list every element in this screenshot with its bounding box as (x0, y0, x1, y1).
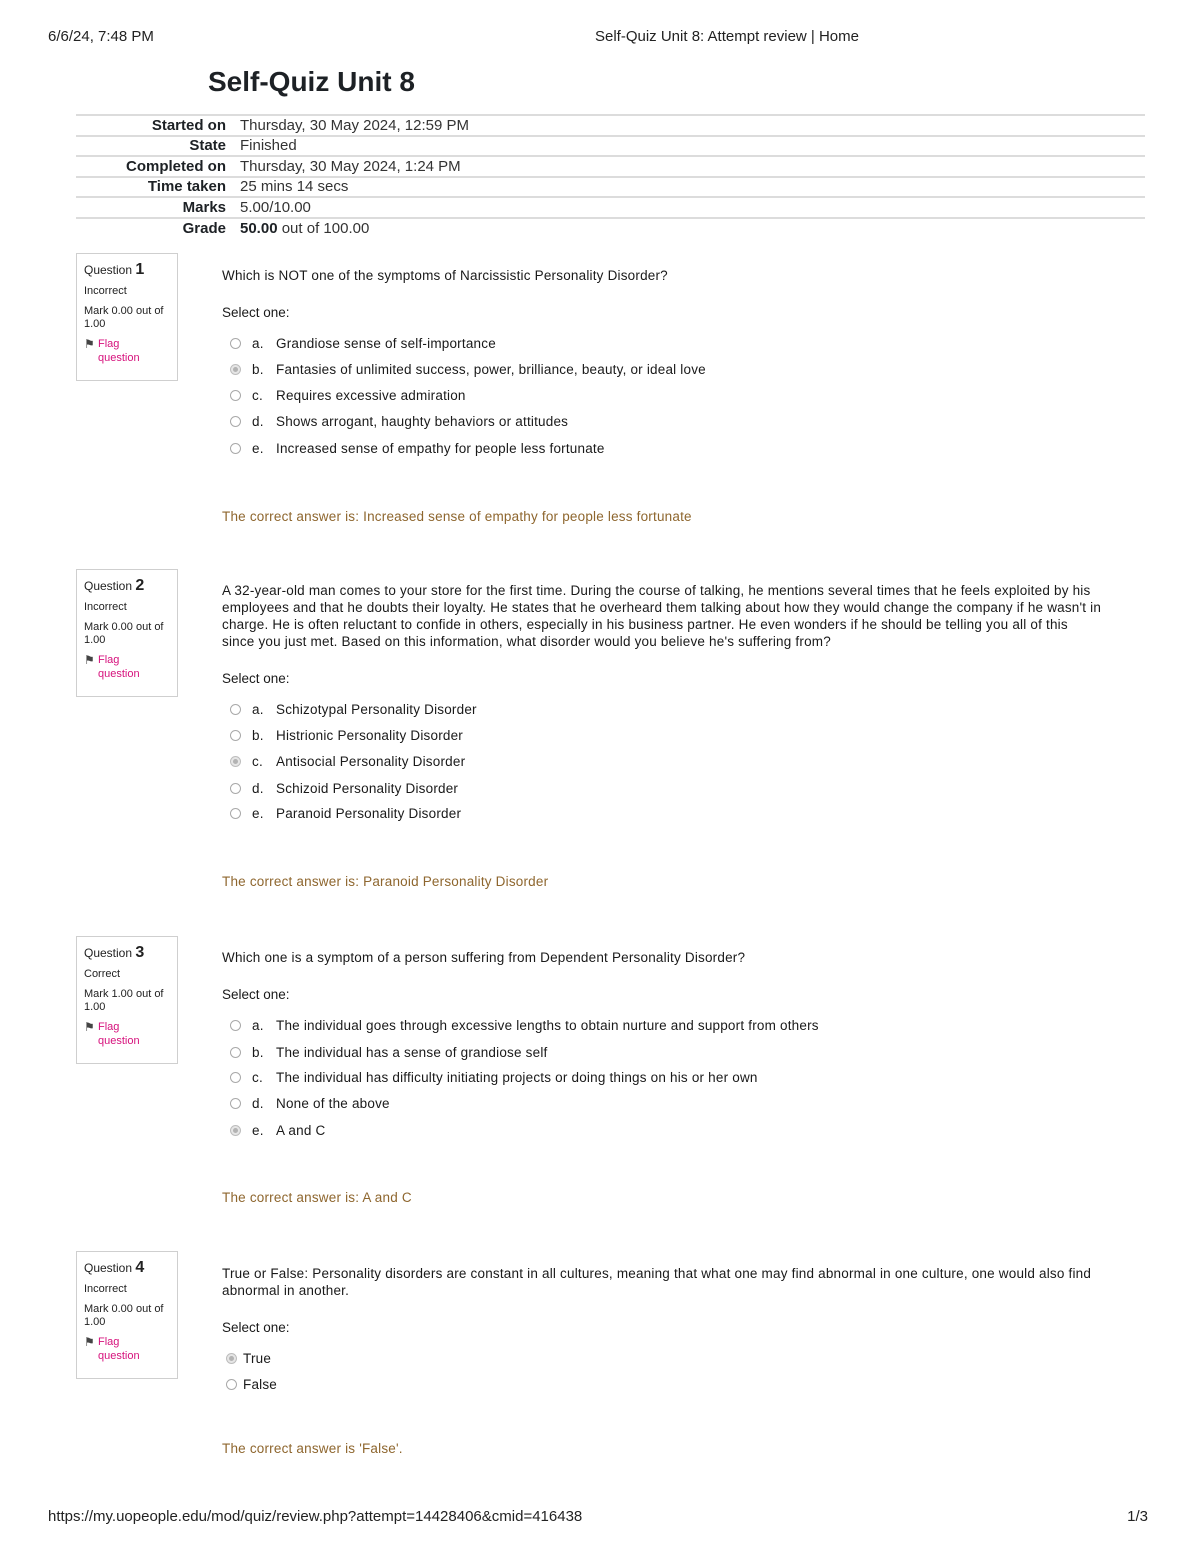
print-footer (48, 1508, 1148, 1528)
summary-label: Started on (151, 116, 226, 134)
answer-text: Schizotypal Personality Disorder (276, 701, 477, 717)
answer-text: The individual goes through excessive lengths to obtain nurture and support from others (276, 1017, 819, 1033)
answer-option-false[interactable] (226, 1374, 277, 1394)
answer-option[interactable]: b. Fantasies of unlimited success, power, brilliance, beauty, or ideal love (230, 359, 706, 379)
summary-value: Finished (240, 137, 297, 155)
answer-option[interactable]: c. Requires excessive admiration (230, 385, 466, 405)
flag-question-label: Flag question (98, 1336, 140, 1362)
answer-text: The individual has difficulty initiating projects or doing things on his or her own (276, 1069, 758, 1085)
correct-answer-feedback: The correct answer is: A and C (222, 1190, 412, 1205)
answer-text: True (243, 1350, 272, 1366)
answer-text: Antisocial Personality Disorder (276, 753, 466, 769)
print-url: https://my.uopeople.edu/mod/quiz/review.php?attempt=14428406&cmid=416438 (48, 1508, 583, 1525)
flag-question-link[interactable] (84, 1335, 177, 1363)
answer-option[interactable]: a. The individual goes through excessive lengths to obtain nurture and support from others (230, 1015, 819, 1035)
summary-value: 25 mins 14 secs (240, 178, 349, 196)
question-number: Question 1 (84, 261, 145, 278)
radio-button[interactable] (230, 704, 241, 715)
radio-button[interactable] (230, 1020, 241, 1031)
print-header (48, 28, 1148, 48)
summary-value: Thursday, 30 May 2024, 1:24 PM (240, 157, 461, 175)
radio-button[interactable] (230, 443, 241, 454)
question-state: Incorrect (84, 1283, 127, 1295)
question-grade: Mark 1.00 out of 1.00 (84, 988, 164, 1013)
radio-button[interactable] (230, 730, 241, 741)
print-datetime: 6/6/24, 7:48 PM (48, 28, 154, 45)
print-page-number: 1/3 (1127, 1508, 1148, 1525)
question-text: A 32-year-old man comes to your store for the first time. During the course of talking, he mentions several times that he feels exploited by his employees and that he doubts their loyalty. He states that he overheard them talking about how they would change the company if he wasn't in charge. He is often reluctant to confide in others, especially in his business partner. He even wonders if he should be telling you all of this since you just met. Based on this information, what disorder would you believe he's suffering from? (222, 583, 1102, 649)
question-grade: Mark 0.00 out of 1.00 (84, 305, 164, 330)
radio-button[interactable] (230, 390, 241, 401)
summary-value: 5.00/10.00 (240, 198, 311, 216)
answer-option[interactable]: a. Schizotypal Personality Disorder (230, 699, 477, 719)
summary-label: Grade (182, 219, 226, 237)
correct-answer-feedback: The correct answer is 'False'. (222, 1441, 403, 1456)
question-info-box (76, 1251, 178, 1379)
answer-text: Fantasies of unlimited success, power, brilliance, beauty, or ideal love (276, 361, 706, 377)
question-text: Which is NOT one of the symptoms of Narcissistic Personality Disorder? (222, 268, 668, 283)
flag-question-link[interactable] (84, 653, 177, 681)
flag-question-link[interactable] (84, 1020, 177, 1048)
question-state: Correct (84, 968, 121, 980)
flag-icon: ⚑ (84, 653, 95, 667)
answer-option[interactable]: b. Histrionic Personality Disorder (230, 725, 463, 745)
summary-row-time-taken (76, 177, 1145, 198)
answer-text: Paranoid Personality Disorder (276, 805, 462, 821)
answer-text: Increased sense of empathy for people less fortunate (276, 440, 605, 456)
question-number: Question 3 (84, 944, 145, 961)
flag-icon: ⚑ (84, 1020, 95, 1034)
summary-label: State (189, 137, 226, 155)
summary-row-completed (76, 156, 1145, 177)
question-info-box (76, 253, 178, 381)
question-number: Question 2 (84, 577, 145, 594)
question-text: Which one is a symptom of a person suffering from Dependent Personality Disorder? (222, 950, 746, 965)
attempt-summary-table (76, 114, 1145, 238)
flag-question-link[interactable] (84, 337, 177, 365)
answer-option[interactable]: e. A and C (230, 1120, 325, 1140)
grade-total: out of 100.00 (277, 219, 370, 237)
flag-icon: ⚑ (84, 1335, 95, 1349)
select-one-label: Select one: (222, 987, 290, 1002)
flag-icon: ⚑ (84, 337, 95, 351)
summary-row-grade (76, 218, 1145, 239)
correct-answer-feedback: The correct answer is: Paranoid Personality Disorder (222, 874, 549, 889)
question-info-box (76, 569, 178, 697)
answer-option[interactable]: c. Antisocial Personality Disorder (230, 751, 465, 771)
radio-button-selected[interactable] (230, 756, 241, 767)
select-one-label: Select one: (222, 1320, 290, 1335)
answer-text: A and C (276, 1122, 326, 1138)
print-page-title: Self-Quiz Unit 8: Attempt review | Home (595, 28, 859, 45)
select-one-label: Select one: (222, 671, 290, 686)
answer-text: None of the above (276, 1095, 390, 1111)
answer-text: Grandiose sense of self-importance (276, 335, 496, 351)
summary-label: Completed on (126, 157, 226, 175)
answer-text: Requires excessive admiration (276, 387, 466, 403)
answer-option[interactable]: e. Increased sense of empathy for people less fortunate (230, 438, 605, 458)
answer-text: The individual has a sense of grandiose self (276, 1044, 548, 1060)
radio-button-selected[interactable] (230, 1125, 241, 1136)
select-one-label: Select one: (222, 305, 290, 320)
radio-button[interactable] (230, 1047, 241, 1058)
answer-option[interactable]: d. Schizoid Personality Disorder (230, 778, 458, 798)
flag-question-label: Flag question (98, 338, 140, 364)
answer-option[interactable]: d. Shows arrogant, haughty behaviors or attitudes (230, 411, 568, 431)
answer-text: Schizoid Personality Disorder (276, 780, 459, 796)
radio-button[interactable] (230, 808, 241, 819)
radio-button[interactable] (230, 1098, 241, 1109)
flag-question-label: Flag question (98, 1021, 140, 1047)
answer-option[interactable]: c. The individual has difficulty initiating projects or doing things on his or her own (230, 1067, 758, 1087)
answer-option[interactable]: d. None of the above (230, 1093, 390, 1113)
radio-button-selected[interactable] (230, 364, 241, 375)
radio-button-selected[interactable] (226, 1353, 237, 1364)
answer-text: Histrionic Personality Disorder (276, 727, 464, 743)
answer-text: False (243, 1376, 278, 1392)
summary-label: Marks (182, 198, 226, 216)
answer-option-true[interactable] (226, 1348, 271, 1368)
summary-row-started (76, 115, 1145, 136)
flag-question-label: Flag question (98, 654, 140, 680)
question-grade: Mark 0.00 out of 1.00 (84, 1303, 164, 1328)
radio-button[interactable] (230, 416, 241, 427)
radio-button[interactable] (230, 338, 241, 349)
question-state: Incorrect (84, 601, 127, 613)
answer-option[interactable]: a. Grandiose sense of self-importance (230, 333, 496, 353)
answer-text: Shows arrogant, haughty behaviors or attitudes (276, 413, 569, 429)
correct-answer-feedback: The correct answer is: Increased sense of empathy for people less fortunate (222, 509, 692, 524)
summary-value: Thursday, 30 May 2024, 12:59 PM (240, 116, 470, 134)
answer-option[interactable]: b. The individual has a sense of grandiose self (230, 1042, 547, 1062)
summary-row-state (76, 136, 1145, 157)
radio-button[interactable] (230, 783, 241, 794)
summary-label: Time taken (147, 178, 226, 196)
question-info-box (76, 936, 178, 1064)
question-text: True or False: Personality disorders are constant in all cultures, meaning that what one may find abnormal in one culture, one would also find abnormal in another. (222, 1266, 1092, 1298)
grade-score: 50.00 (240, 219, 278, 237)
radio-button[interactable] (226, 1379, 237, 1390)
summary-value (240, 218, 1145, 239)
question-number: Question 4 (84, 1259, 145, 1276)
question-grade: Mark 0.00 out of 1.00 (84, 621, 164, 646)
answer-option[interactable]: e. Paranoid Personality Disorder (230, 803, 461, 823)
quiz-title: Self-Quiz Unit 8 (208, 66, 415, 97)
question-state: Incorrect (84, 285, 127, 297)
radio-button[interactable] (230, 1072, 241, 1083)
summary-row-marks (76, 197, 1145, 218)
